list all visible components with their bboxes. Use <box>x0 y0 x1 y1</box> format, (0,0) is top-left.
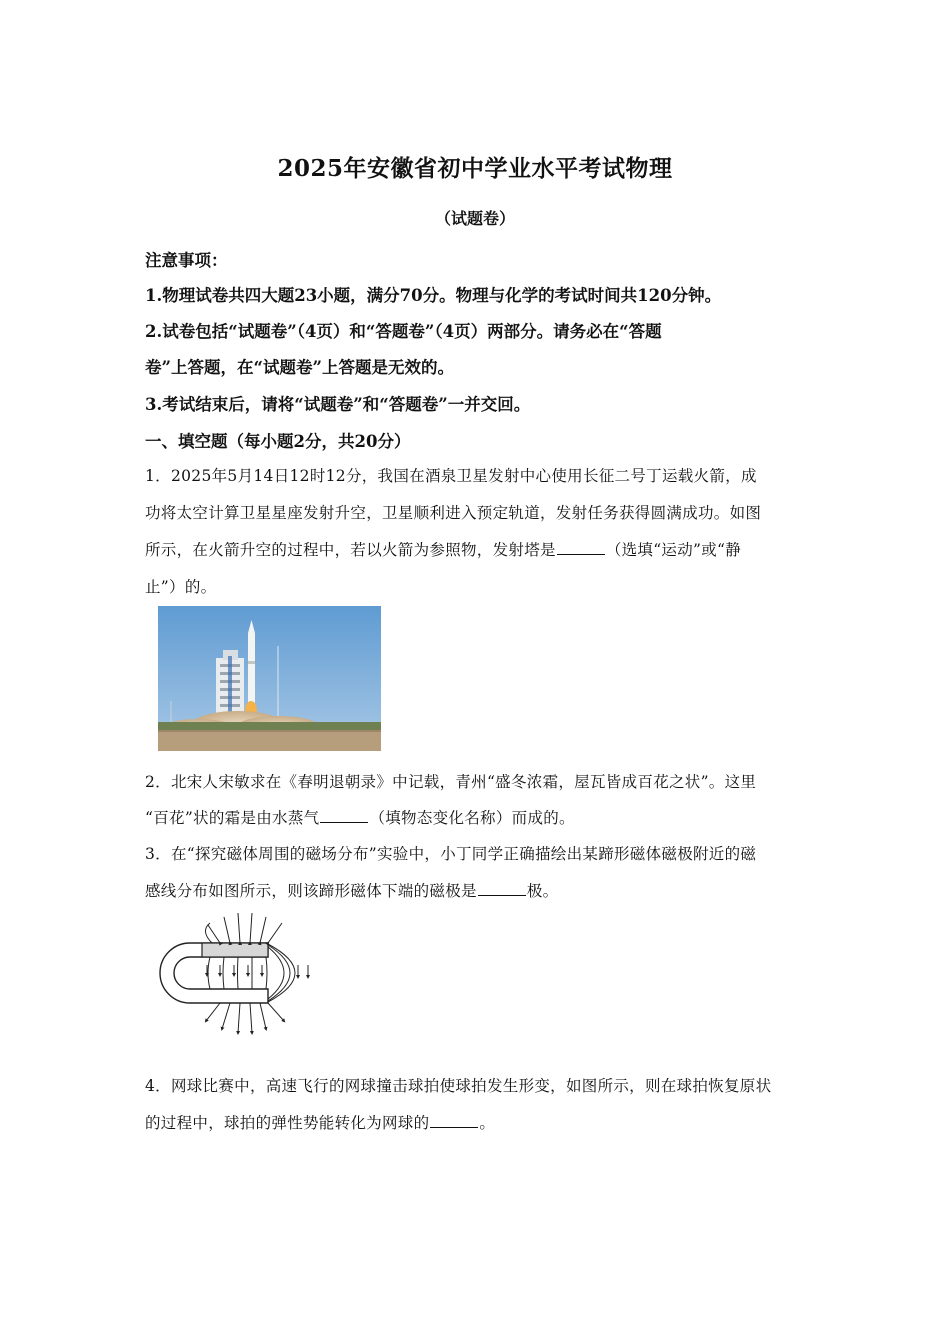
q1-line-1: 1．2025年5月14日12时12分，我国在酒泉卫星发射中心使用长征二号丁运载火箭，成 <box>145 467 757 485</box>
q3-answer-blank <box>478 881 526 896</box>
notice-item-3: 3.考试结束后，请将“试题卷”和“答题卷”一并交回。 <box>145 395 531 414</box>
magnet-field-lines <box>150 905 330 1040</box>
q4-line-2 <box>145 1111 495 1133</box>
q2-answer-blank <box>320 808 368 823</box>
q4-line-2-text-before: 的过程中，球拍的弹性势能转化为网球的 <box>145 1114 430 1132</box>
q4-answer-blank <box>430 1113 478 1128</box>
q2-line-2-text-after: （填物态变化名称）而成的。 <box>369 809 575 827</box>
rocket-launch-photo <box>158 606 381 751</box>
notice-heading: 注意事项： <box>145 251 228 270</box>
notice-item-2-line-1: 2.试卷包括“试题卷”（4页）和“答题卷”（4页）两部分。请务必在“答题 <box>145 322 662 341</box>
exam-subtitle: （试题卷） <box>434 209 515 228</box>
q3-line-1: 3．在“探究磁体周围的磁场分布”实验中，小丁同学正确描绘出某蹄形磁体磁极附近的磁 <box>145 845 757 863</box>
q2-line-1: 2．北宋人宋敏求在《春明退朝录》中记载，青州“盛冬浓霜，屋瓦皆成百花之状”。这里 <box>145 773 757 791</box>
q2-line-2-text-before: “百花”状的霜是由水蒸气 <box>145 809 320 827</box>
q1-line-3 <box>145 538 741 560</box>
horseshoe-magnet-field-diagram <box>150 905 330 1040</box>
notice-item-2-line-2: 卷”上答题，在“试题卷”上答题是无效的。 <box>145 358 454 377</box>
section-heading-fill-blank: 一、填空题（每小题2分，共20分） <box>145 432 411 451</box>
notice-item-1: 1.物理试卷共四大题23小题，满分70分。物理与化学的考试时间共120分钟。 <box>145 286 722 305</box>
q1-line-3-text-after: （选填“运动”或“静 <box>605 541 742 559</box>
exam-title: 2025年安徽省初中学业水平考试物理 <box>277 155 673 182</box>
q1-answer-blank <box>557 540 605 555</box>
rocket-launch-image <box>158 606 381 751</box>
q3-line-2-text-after: 极。 <box>526 882 559 900</box>
q1-line-2: 功将太空计算卫星星座发射升空，卫星顺利进入预定轨道，发射任务获得圆满成功。如图 <box>145 504 762 522</box>
q4-line-2-text-after: 。 <box>479 1114 496 1132</box>
q2-line-2 <box>145 806 575 828</box>
q3-line-2 <box>145 879 558 901</box>
q4-line-1: 4．网球比赛中，高速飞行的网球撞击球拍使球拍发生形变，如图所示，则在球拍恢复原状 <box>145 1077 772 1095</box>
q1-line-4: 止”）的。 <box>145 578 217 596</box>
q1-line-3-text-before: 所示，在火箭升空的过程中，若以火箭为参照物，发射塔是 <box>145 541 556 559</box>
q3-line-2-text-before: 感线分布如图所示，则该蹄形磁体下端的磁极是 <box>145 882 477 900</box>
